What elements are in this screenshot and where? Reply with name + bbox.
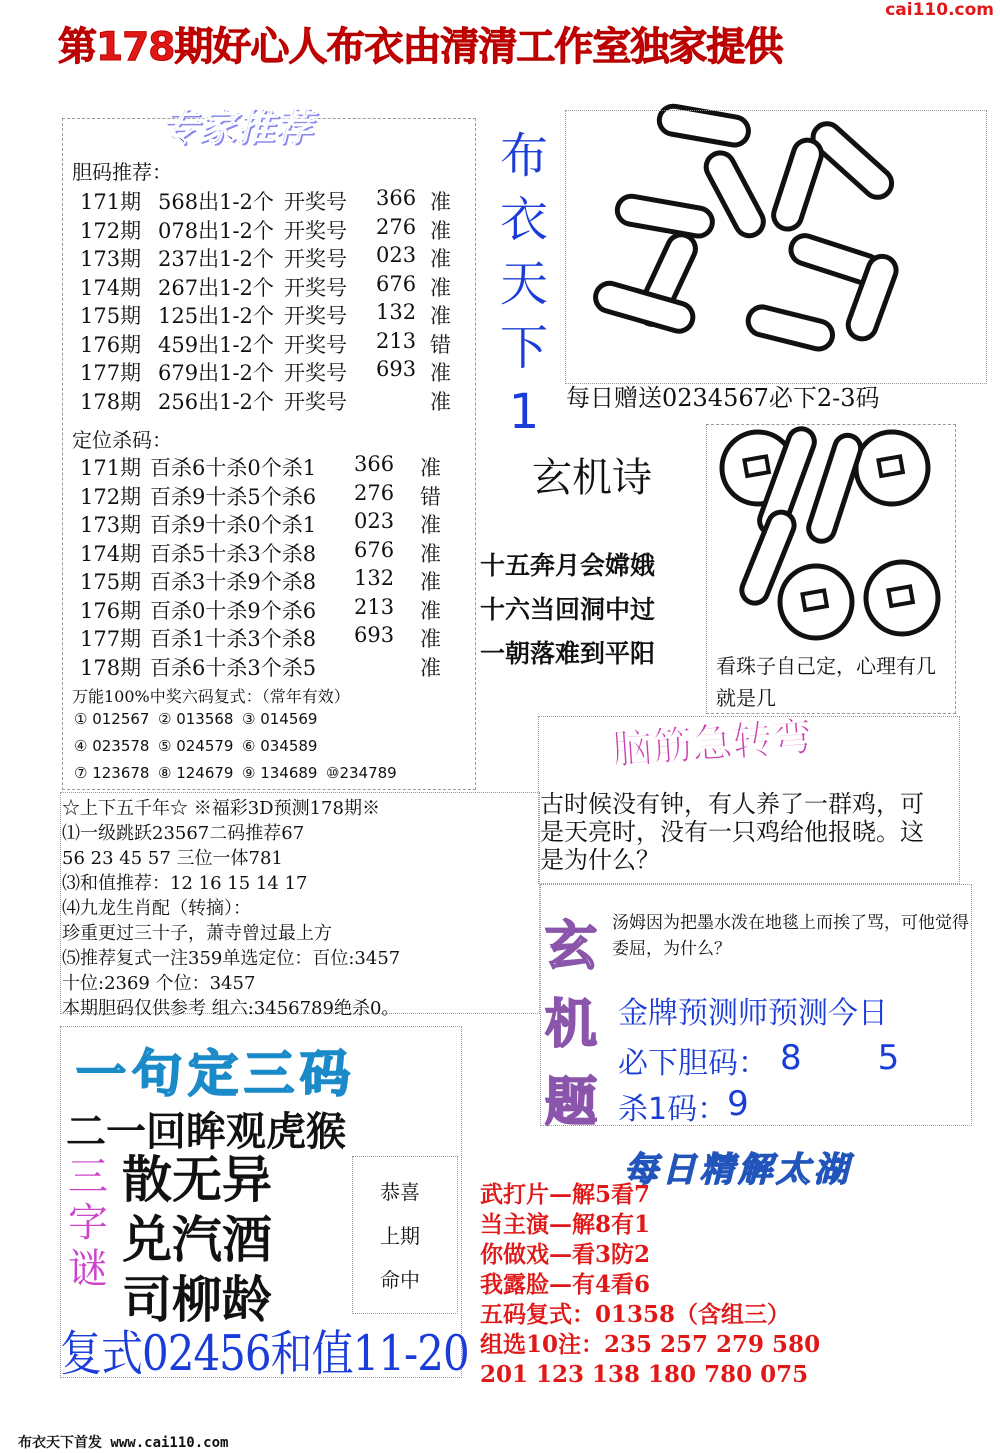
six-code-row xyxy=(74,710,410,737)
dan-draw-number: 693 xyxy=(376,357,417,381)
kill-draw-number: 276 xyxy=(354,480,395,505)
dan-draw-label: 开奖号 xyxy=(284,247,347,271)
dan-result: 准 xyxy=(430,218,451,243)
dan-row xyxy=(80,329,451,358)
kill-pick: 百杀1十杀3个杀8 xyxy=(150,627,317,651)
footer: 布衣天下首发 www.cai110.com xyxy=(18,1435,229,1451)
site-badge: cai110.com xyxy=(885,0,994,20)
dan-draw-label: 开奖号 xyxy=(284,218,347,243)
history-line: ⑸推荐复式一注359单选定位：百位:3457 xyxy=(62,948,401,969)
taihu-line: 组选10注：235 257 279 580 xyxy=(480,1331,821,1358)
kill-pick: 百杀9十杀0个杀1 xyxy=(150,513,317,537)
kill-period: 174期 xyxy=(80,541,142,566)
beads-note: 看珠子自己定，心理有几就是几 xyxy=(716,654,936,710)
sanzi-label-vertical xyxy=(62,1154,114,1292)
poem-line: 十五奔月会嫦娥 xyxy=(480,551,656,580)
dan-pick: 679出1-2个 xyxy=(158,361,274,385)
dan-row xyxy=(80,386,451,415)
sanzi-riddle-lines xyxy=(122,1150,272,1330)
dan-label: 胆码推荐： xyxy=(72,160,172,184)
dan-code-line xyxy=(618,1038,899,1082)
dan-draw-number xyxy=(376,386,430,415)
xuanji-title-char: 机 xyxy=(544,995,597,1055)
dan-draw-label: 开奖号 xyxy=(284,389,347,414)
dan-code-label: 必下胆码： xyxy=(618,1046,768,1081)
poem-line: 一朝落难到平阳 xyxy=(480,639,656,668)
dan-row xyxy=(80,357,451,386)
kill-draw-number: 693 xyxy=(354,623,395,647)
kill-result: 准 xyxy=(420,627,441,651)
kill-result: 准 xyxy=(420,598,441,623)
dan-row xyxy=(80,186,451,215)
sanzi-line: 兑汽酒 xyxy=(122,1211,272,1269)
kill-pick: 百杀9十杀5个杀6 xyxy=(150,484,317,509)
six-code-item: ④ 023578 xyxy=(74,737,150,755)
dan-code-a: 8 xyxy=(780,1038,802,1078)
kill-pick: 百杀0十杀9个杀6 xyxy=(150,598,317,623)
sanzi-label-char: 三 xyxy=(68,1154,108,1200)
kill-draw-number: 366 xyxy=(354,452,395,476)
dan-pick: 078出1-2个 xyxy=(158,218,274,243)
dan-draw-number: 213 xyxy=(376,328,417,353)
kill-code-label: 杀1码： xyxy=(618,1092,728,1127)
kill-result: 准 xyxy=(420,570,441,594)
dan-row xyxy=(80,300,451,329)
page-title: 第178期好心人布衣由清清工作室独家提供 xyxy=(58,25,783,70)
pill-art-frame xyxy=(565,110,987,384)
six-code-item: ⑧ 124679 xyxy=(158,764,234,782)
kill-draw-number xyxy=(354,652,420,681)
taihu-title: 每日精解太湖 xyxy=(624,1150,852,1190)
poem-line: 十六当回洞中过 xyxy=(480,595,656,624)
kill-period: 177期 xyxy=(80,627,142,651)
dan-table xyxy=(80,186,451,414)
dan-period: 174期 xyxy=(80,275,142,300)
taihu-line: 武打片—解5看7 xyxy=(480,1181,651,1208)
history-line: 珍重更过三十子，萧寺曾过最上方 xyxy=(62,923,332,944)
yiju-title: 一句定三码 xyxy=(76,1045,356,1103)
xuanji-question: 汤姆因为把墨水泼在地毯上而挨了骂，可他觉得委屈，为什么？ xyxy=(612,913,969,959)
kill-row xyxy=(80,566,441,595)
kill-pick: 百杀3十杀9个杀8 xyxy=(150,570,317,594)
six-code-item: ⑨ 134689 xyxy=(242,764,318,782)
dan-period: 178期 xyxy=(80,389,142,414)
history-line: ☆上下五千年☆ ※福彩3D预测178期※ xyxy=(62,798,380,819)
side-title-char: 下 xyxy=(499,320,548,376)
dan-pick: 459出1-2个 xyxy=(158,332,274,357)
dan-row xyxy=(80,272,451,301)
dan-result: 准 xyxy=(430,304,451,328)
dan-row xyxy=(80,215,451,244)
kill-period: 176期 xyxy=(80,598,142,623)
taihu-line: 你做戏—看3防2 xyxy=(480,1241,651,1268)
kill-table xyxy=(80,452,441,680)
kill-pick: 百杀6十杀3个杀5 xyxy=(150,655,317,680)
sanzi-line: 散无异 xyxy=(122,1151,272,1209)
daily-gift-text: 每日赠送0234567必下2-3码 xyxy=(566,384,880,412)
sanzi-note-line: 恭喜 xyxy=(380,1180,420,1204)
dan-period: 173期 xyxy=(80,247,142,271)
history-line: 本期胆码仅供参考 组六:3456789绝杀0。 xyxy=(62,998,400,1019)
six-code-item: ② 013568 xyxy=(158,710,234,728)
dan-pick: 125出1-2个 xyxy=(158,304,274,328)
dan-code-b: 5 xyxy=(877,1038,900,1078)
dan-result: 准 xyxy=(430,275,451,300)
history-line: ⑷九龙生肖配（转摘）： xyxy=(62,898,251,919)
dan-draw-label: 开奖号 xyxy=(284,304,347,328)
dan-period: 171期 xyxy=(80,190,142,214)
kill-code-line xyxy=(618,1084,749,1128)
kill-result: 错 xyxy=(420,484,441,509)
dan-result: 准 xyxy=(430,190,451,214)
kill-row xyxy=(80,595,441,624)
dan-period: 176期 xyxy=(80,332,142,357)
kill-row xyxy=(80,509,441,538)
side-title-char: 衣 xyxy=(499,192,548,248)
taihu-line: 五码复式：01358（含组三） xyxy=(480,1301,791,1328)
dan-result: 准 xyxy=(430,361,451,385)
six-code-item: ① 012567 xyxy=(74,710,150,728)
six-code-title: 万能100%中奖六码复式：（常年有效） xyxy=(72,687,350,706)
naojin-question: 古时候没有钟，有人养了一群鸡，可是天亮时，没有一只鸡给他报晓。这是为什么？ xyxy=(540,790,924,874)
taihu-line: 我露脸—有4看6 xyxy=(480,1271,651,1298)
six-code-item: ⑥ 034589 xyxy=(242,737,318,755)
dan-period: 172期 xyxy=(80,218,142,243)
sanzi-note-line: 命中 xyxy=(380,1268,420,1292)
kill-draw-number: 132 xyxy=(354,566,395,590)
taihu-line: 当主演—解8有1 xyxy=(480,1211,651,1238)
dan-draw-number: 676 xyxy=(376,271,417,296)
kill-label: 定位杀码： xyxy=(72,428,172,452)
kill-period: 172期 xyxy=(80,484,142,509)
dan-result: 准 xyxy=(430,247,451,271)
kill-result: 准 xyxy=(420,456,441,480)
six-code-row xyxy=(74,764,410,791)
history-lines xyxy=(62,796,400,1021)
dan-pick: 237出1-2个 xyxy=(158,247,274,271)
kill-row xyxy=(80,538,441,567)
sanzi-label-char: 字 xyxy=(68,1200,108,1246)
kill-result: 准 xyxy=(420,655,441,680)
kill-code-value: 9 xyxy=(727,1084,749,1124)
kill-row xyxy=(80,623,441,652)
dan-draw-label: 开奖号 xyxy=(284,275,347,300)
history-line: 十位:2369 个位：3457 xyxy=(62,973,256,994)
history-line: ⑶和值推荐：12 16 15 14 17 xyxy=(62,873,308,894)
fushi-line: 复式02456和值11-20 xyxy=(60,1325,469,1382)
expert-title: 专家推荐 xyxy=(160,105,313,149)
kill-row xyxy=(80,452,441,481)
kill-period: 173期 xyxy=(80,513,142,537)
dan-result: 错 xyxy=(430,332,451,357)
six-code-item: ⑦ 123678 xyxy=(74,764,150,782)
kill-period: 178期 xyxy=(80,655,142,680)
side-title-char: 1 xyxy=(508,384,540,440)
xuanji-title-vertical xyxy=(540,908,602,1142)
side-title-vertical xyxy=(494,124,554,444)
side-title-char: 天 xyxy=(499,256,548,312)
dan-result: 准 xyxy=(430,389,451,414)
dan-period: 175期 xyxy=(80,304,142,328)
kill-draw-number: 023 xyxy=(354,509,395,533)
dan-pick: 267出1-2个 xyxy=(158,275,274,300)
sanzi-note xyxy=(380,1170,420,1302)
kill-draw-number: 676 xyxy=(354,537,395,562)
history-line: ⑴一级跳跃23567二码推荐67 xyxy=(62,823,305,844)
jinpai-predict: 金牌预测师预测今日 xyxy=(618,996,888,1031)
sanzi-label-char: 谜 xyxy=(68,1246,108,1292)
kill-period: 171期 xyxy=(80,456,142,480)
dan-draw-number: 132 xyxy=(376,300,417,324)
kill-pick: 百杀6十杀0个杀1 xyxy=(150,456,317,480)
taihu-line: 201 123 138 180 780 075 xyxy=(480,1361,809,1388)
kill-result: 准 xyxy=(420,541,441,566)
taihu-lines xyxy=(480,1180,820,1390)
poem-title: 玄机诗 xyxy=(532,455,652,501)
xuanji-title-char: 题 xyxy=(544,1073,597,1133)
dan-draw-number: 023 xyxy=(376,243,417,267)
dan-draw-label: 开奖号 xyxy=(284,332,347,357)
kill-period: 175期 xyxy=(80,570,142,594)
kill-row xyxy=(80,481,441,510)
history-line: 56 23 45 57 三位一体781 xyxy=(62,848,283,869)
dan-pick: 568出1-2个 xyxy=(158,190,274,214)
dan-period: 177期 xyxy=(80,361,142,385)
xuanji-title-char: 玄 xyxy=(544,917,597,977)
six-code-list xyxy=(74,710,410,791)
six-code-row xyxy=(74,737,410,764)
dan-draw-label: 开奖号 xyxy=(284,361,347,385)
yiju-phrase: 二一回眸观虎猴 xyxy=(66,1109,346,1155)
dan-row xyxy=(80,243,451,272)
dan-draw-number: 366 xyxy=(376,186,417,210)
naojin-title: 脑筋急转弯 xyxy=(610,714,814,774)
six-code-item: ⑩234789 xyxy=(326,764,397,782)
dan-draw-label: 开奖号 xyxy=(284,190,347,214)
kill-row xyxy=(80,652,441,681)
six-code-item: ⑤ 024579 xyxy=(158,737,234,755)
dan-draw-number: 276 xyxy=(376,214,417,239)
kill-draw-number: 213 xyxy=(354,594,395,619)
six-code-item: ③ 014569 xyxy=(242,710,318,728)
poem-lines xyxy=(480,544,655,676)
side-title-char: 布 xyxy=(499,128,548,184)
kill-result: 准 xyxy=(420,513,441,537)
sanzi-line: 司柳龄 xyxy=(122,1271,272,1329)
dan-pick: 256出1-2个 xyxy=(158,389,274,414)
sanzi-note-line: 上期 xyxy=(380,1224,420,1248)
kill-pick: 百杀5十杀3个杀8 xyxy=(150,541,317,566)
